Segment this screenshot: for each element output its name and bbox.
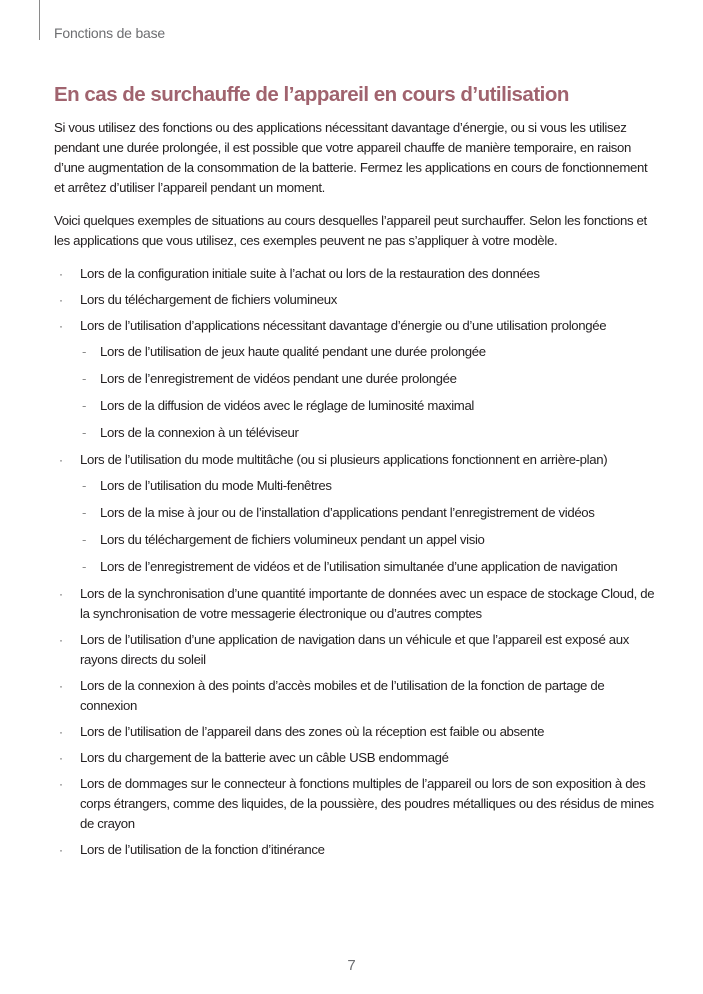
sub-list-item: [80, 530, 659, 550]
dash-icon: -: [82, 398, 87, 413]
bullet-icon: ·: [59, 843, 63, 857]
sub-list-item: [80, 369, 659, 389]
bullet-icon: ·: [59, 679, 63, 693]
list-item-text: Lors de l’utilisation du mode multitâche (ou si plusieurs applications fonctionnent en arrière-plan): [80, 452, 608, 467]
list-item: [54, 748, 659, 768]
list-item: [54, 316, 659, 443]
sub-list-item: [80, 557, 659, 577]
dash-icon: -: [82, 371, 87, 386]
list-item: [54, 676, 659, 716]
list-item: [54, 630, 659, 670]
page-number: 7: [347, 957, 356, 974]
list-item-text: Lors de l’utilisation d’une application de navigation dans un véhicule et que l’appareil est exposé aux rayons directs du soleil: [80, 632, 629, 667]
bullet-icon: ·: [59, 587, 63, 601]
sub-list: [80, 342, 659, 443]
intro-paragraph: Si vous utilisez des fonctions ou des applications nécessitant davantage d’énergie, ou si vous les utilisez pendant une durée prolongée, il est possible que votre appareil chauffe de manière temporaire, en raison d’une augmentation de la consommation de la batterie. Fermez les applications en cours de fonctionnement et arrêtez d’utiliser l’appareil pendant un moment.: [54, 120, 648, 195]
bullet-icon: ·: [59, 725, 63, 739]
sub-list: [80, 476, 659, 577]
section-header-label: Fonctions de base: [54, 25, 166, 41]
sub-list-item-text: Lors de l’enregistrement de vidéos et de l’utilisation simultanée d’une application de navigation: [100, 559, 618, 574]
list-item: [54, 450, 659, 577]
examples-paragraph: Voici quelques exemples de situations au cours desquelles l’appareil peut surchauffer. Selon les fonctions et les applications que vous utilisez, ces exemples peuvent ne pas s’appliquer à votre modèle.: [54, 213, 647, 248]
bullet-icon: ·: [59, 633, 63, 647]
list-item: [54, 774, 659, 834]
list-item-text: Lors du téléchargement de fichiers volumineux: [80, 292, 337, 307]
sub-list-item: [80, 396, 659, 416]
list-item-text: Lors du chargement de la batterie avec un câble USB endommagé: [80, 750, 449, 765]
bullet-icon: ·: [59, 453, 63, 467]
list-item: [54, 290, 659, 310]
list-item: [54, 840, 659, 860]
overheat-situations-list: [54, 264, 659, 860]
list-item-text: Lors de l’utilisation de l’appareil dans des zones où la réception est faible ou absente: [80, 724, 545, 739]
dash-icon: -: [82, 532, 87, 547]
sub-list-item: [80, 503, 659, 523]
list-item-text: Lors de l’utilisation d’applications nécessitant davantage d’énergie ou d’une utilisation prolongée: [80, 318, 607, 333]
list-item-text: Lors de la synchronisation d’une quantité importante de données avec un espace de stockage Cloud, de la synchronisation de votre messagerie électronique ou d’autres comptes: [80, 586, 655, 621]
document-body: [54, 118, 659, 866]
bullet-icon: ·: [59, 751, 63, 765]
sub-list-item: [80, 342, 659, 362]
section-title: En cas de surchauffe de l’appareil en cours d’utilisation: [54, 83, 569, 106]
bullet-icon: ·: [59, 267, 63, 281]
list-item: [54, 264, 659, 284]
sub-list-item-text: Lors de l’utilisation du mode Multi-fenêtres: [100, 478, 332, 493]
list-item-text: Lors de dommages sur le connecteur à fonctions multiples de l’appareil ou lors de son exposition à des corps étrangers, comme des liquides, de la poussière, des poudres métalliques ou des résidus de mines de crayon: [80, 776, 654, 831]
list-item-text: Lors de la connexion à des points d’accès mobiles et de l’utilisation de la fonction de partage de connexion: [80, 678, 605, 713]
bullet-icon: ·: [59, 777, 63, 791]
list-item-text: Lors de la configuration initiale suite à l’achat ou lors de la restauration des données: [80, 266, 540, 281]
dash-icon: -: [82, 505, 87, 520]
dash-icon: -: [82, 478, 87, 493]
list-item: [54, 722, 659, 742]
dash-icon: -: [82, 344, 87, 359]
bullet-icon: ·: [59, 293, 63, 307]
sub-list-item-text: Lors de la diffusion de vidéos avec le réglage de luminosité maximal: [100, 398, 475, 413]
dash-icon: -: [82, 559, 87, 574]
sub-list-item-text: Lors de la connexion à un téléviseur: [100, 425, 299, 440]
sub-list-item-text: Lors de l’enregistrement de vidéos pendant une durée prolongée: [100, 371, 457, 386]
list-item: [54, 584, 659, 624]
sub-list-item: [80, 476, 659, 496]
sub-list-item: [80, 423, 659, 443]
header-divider: [39, 0, 40, 40]
sub-list-item-text: Lors du téléchargement de fichiers volumineux pendant un appel visio: [100, 532, 485, 547]
sub-list-item-text: Lors de l’utilisation de jeux haute qualité pendant une durée prolongée: [100, 344, 486, 359]
dash-icon: -: [82, 425, 87, 440]
list-item-text: Lors de l’utilisation de la fonction d’itinérance: [80, 842, 325, 857]
sub-list-item-text: Lors de la mise à jour ou de l’installation d’applications pendant l’enregistrement de vidéos: [100, 505, 595, 520]
bullet-icon: ·: [59, 319, 63, 333]
